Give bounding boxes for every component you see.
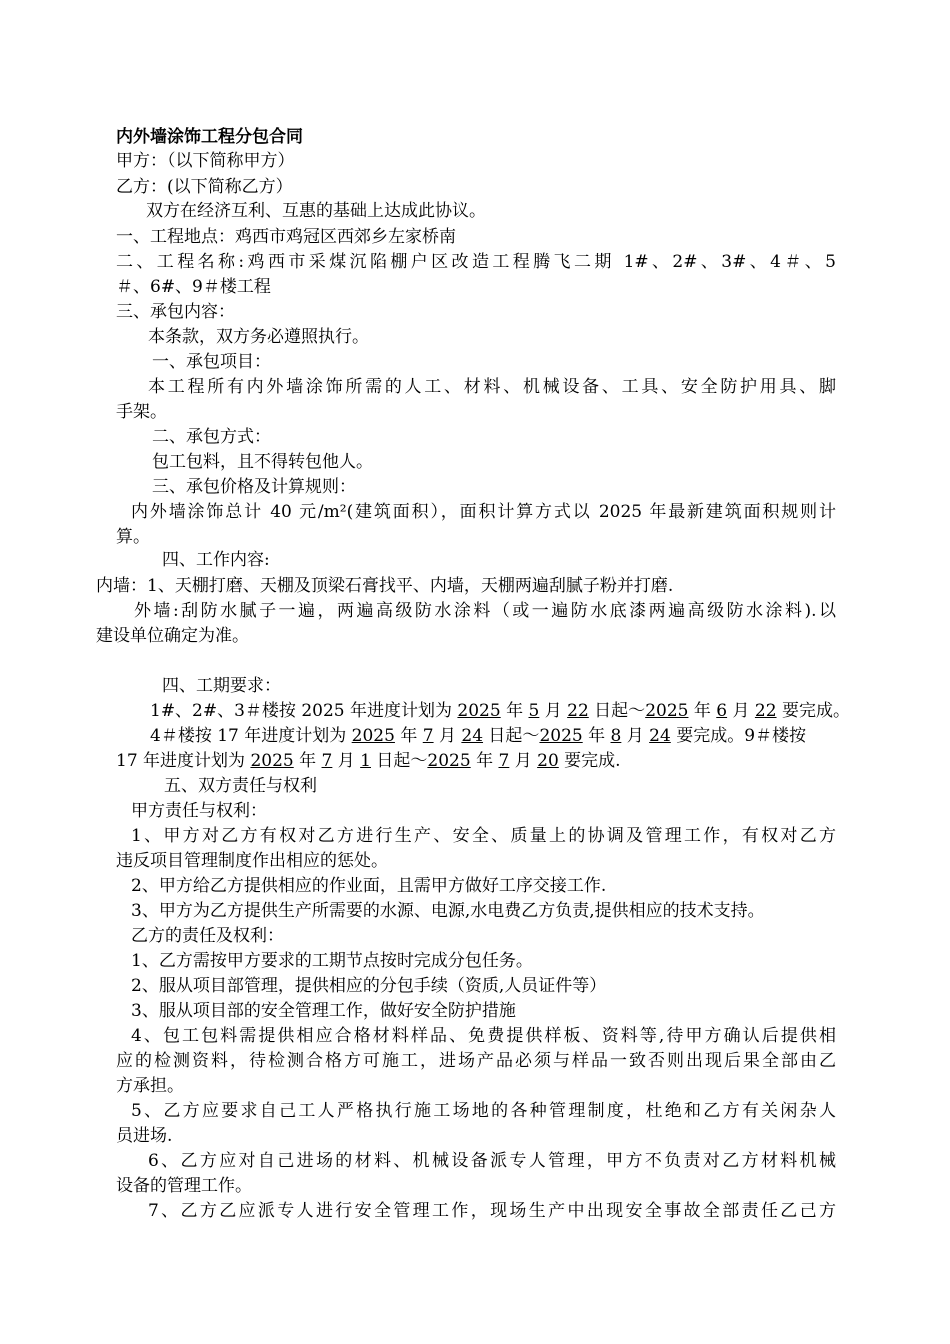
schedule-text: 月	[433, 726, 462, 746]
party-a-line: 甲方：（以下简称甲方）	[116, 151, 295, 171]
party-a-duties-heading: 甲方责任与权利：	[131, 801, 267, 821]
end-day: 24	[649, 726, 671, 746]
end-month: 8	[610, 726, 622, 746]
party-a-duty-2: 2、甲方给乙方提供相应的作业面，且需甲方做好工序交接工作.	[131, 876, 607, 896]
schedule-text: 月	[727, 701, 755, 721]
work-content-heading: 四、工作内容:	[162, 550, 270, 570]
end-day: 20	[537, 751, 559, 771]
end-month: 7	[498, 751, 510, 771]
party-b-duties-heading: 乙方的责任及权利：	[131, 926, 284, 946]
party-b-duty-4-line-1: 4、包工包料需提供相应合格材料样品、免费提供样板、资料等,待甲方确认后提供相	[131, 1026, 836, 1046]
party-b-duty-5-line-2: 员进场.	[116, 1126, 173, 1146]
schedule-text: 月	[332, 751, 361, 771]
schedule-text: 要完成.	[558, 751, 621, 771]
section-5-heading: 五、双方责任与权利	[164, 776, 317, 796]
schedule-line-3	[116, 749, 621, 773]
start-day: 24	[461, 726, 484, 746]
work-outer-wall-line-1: 外墙:刮防水腻子一遍，两遍高级防水涂料（或一遍防水底漆两遍高级防水涂料).以	[134, 601, 836, 621]
party-b-duty-2: 2、服从项目部管理，提供相应的分包手续（资质,人员证件等）	[131, 976, 607, 996]
schedule-text: 要完成。	[776, 701, 850, 721]
subsection-3-line-2: 算。	[116, 527, 150, 547]
schedule-text: 年	[293, 751, 322, 771]
schedule-heading: 四、工期要求：	[162, 676, 281, 696]
start-month: 5	[528, 701, 540, 721]
party-b-duty-5-line-1: 5、乙方应要求自己工人严格执行施工场地的各种管理制度，杜绝和乙方有关闲杂人	[131, 1101, 836, 1121]
schedule-text: 年	[582, 726, 611, 746]
end-year: 2025	[539, 726, 583, 746]
schedule-text: 日起～	[483, 726, 540, 746]
schedule-text: 月	[539, 701, 568, 721]
subsection-1-line-1: 本工程所有内外墙涂饰所需的人工、材料、机械设备、工具、安全防护用具、脚	[148, 377, 836, 397]
schedule-text: 要完成。9＃楼按	[670, 726, 807, 746]
section-3-note: 本条款，双方务必遵照执行。	[148, 327, 369, 347]
schedule-text: 17 年进度计划为	[116, 751, 251, 771]
schedule-text: 日起～	[371, 751, 428, 771]
party-b-duty-4-line-3: 方承担。	[116, 1076, 184, 1096]
party-b-duty-6-line-1: 6、乙方应对自己进场的材料、机械设备派专人管理，甲方不负责对乙方材料机械	[148, 1151, 836, 1171]
schedule-text: 年	[500, 701, 529, 721]
party-a-duty-3: 3、甲方为乙方提供生产所需要的水源、电源,水电费乙方负责,提供相应的技术支持。	[131, 901, 765, 921]
work-inner-wall: 内墙：1、天棚打磨、天棚及顶梁石膏找平、内墙，天棚两遍刮腻子粉并打磨.	[96, 576, 674, 596]
start-day: 22	[567, 701, 589, 721]
section-3-heading: 三、承包内容：	[116, 302, 235, 322]
end-day: 22	[754, 701, 777, 721]
schedule-text: 日起～	[588, 701, 646, 721]
start-year: 2025	[351, 726, 395, 746]
document-title: 内外墙涂饰工程分包合同	[116, 127, 303, 147]
start-month: 7	[422, 726, 434, 746]
schedule-text: 年	[470, 751, 499, 771]
subsection-3-heading: 三、承包价格及计算规则：	[152, 477, 356, 497]
schedule-text: 年	[688, 701, 717, 721]
party-b-duty-4-line-2: 应的检测资料，待检测合格方可施工，进场产品必须与样品一致否则出现后果全部由乙	[116, 1051, 836, 1071]
party-b-duty-1: 1、乙方需按甲方要求的工期节点按时完成分包任务。	[131, 951, 533, 971]
subsection-1-line-2: 手架。	[116, 402, 167, 422]
end-year: 2025	[427, 751, 471, 771]
subsection-2-heading: 二、承包方式：	[152, 427, 271, 447]
schedule-line-2	[150, 724, 806, 748]
schedule-text: 月	[509, 751, 538, 771]
start-month: 7	[321, 751, 333, 771]
schedule-line-1	[150, 699, 850, 723]
schedule-text: 月	[621, 726, 650, 746]
schedule-text: 4＃楼按 17 年进度计划为	[150, 726, 352, 746]
start-year: 2025	[250, 751, 294, 771]
subsection-2-text: 包工包料，且不得转包他人。	[152, 452, 373, 472]
section-2-line-1: 二、工程名称:鸡西市采煤沉陷棚户区改造工程腾飞二期 1#、2#、3#、4＃、5	[116, 252, 836, 272]
start-year: 2025	[457, 701, 501, 721]
subsection-1-heading: 一、承包项目：	[152, 352, 271, 372]
party-b-duty-6-line-2: 设备的管理工作。	[116, 1176, 252, 1196]
section-1: 一、工程地点：鸡西市鸡冠区西郊乡左家桥南	[116, 227, 456, 247]
start-day: 1	[360, 751, 371, 771]
party-b-line: 乙方：(以下简称乙方）	[116, 177, 293, 197]
work-outer-wall-line-2: 建设单位确定为准。	[96, 626, 249, 646]
schedule-text: 1#、2#、3＃楼按 2025 年进度计划为	[150, 701, 458, 721]
party-a-duty-1-line-1: 1、甲方对乙方有权对乙方进行生产、安全、质量上的协调及管理工作，有权对乙方	[131, 826, 836, 846]
party-b-duty-3: 3、服从项目部的安全管理工作，做好安全防护措施	[131, 1001, 516, 1021]
intro-line: 双方在经济互利、互惠的基础上达成此协议。	[146, 201, 486, 221]
party-b-duty-7-line-1: 7、乙方乙应派专人进行安全管理工作，现场生产中出现安全事故全部责任乙己方	[148, 1201, 836, 1221]
party-a-duty-1-line-2: 违反项目管理制度作出相应的惩处。	[116, 851, 388, 871]
section-2-line-2: ＃、6#、9＃楼工程	[116, 277, 271, 297]
end-year: 2025	[645, 701, 689, 721]
subsection-3-line-1: 内外墙涂饰总计 40 元/m²(建筑面积），面积计算方式以 2025 年最新建筑面积规则计	[131, 502, 836, 522]
end-month: 6	[716, 701, 728, 721]
schedule-text: 年	[394, 726, 423, 746]
